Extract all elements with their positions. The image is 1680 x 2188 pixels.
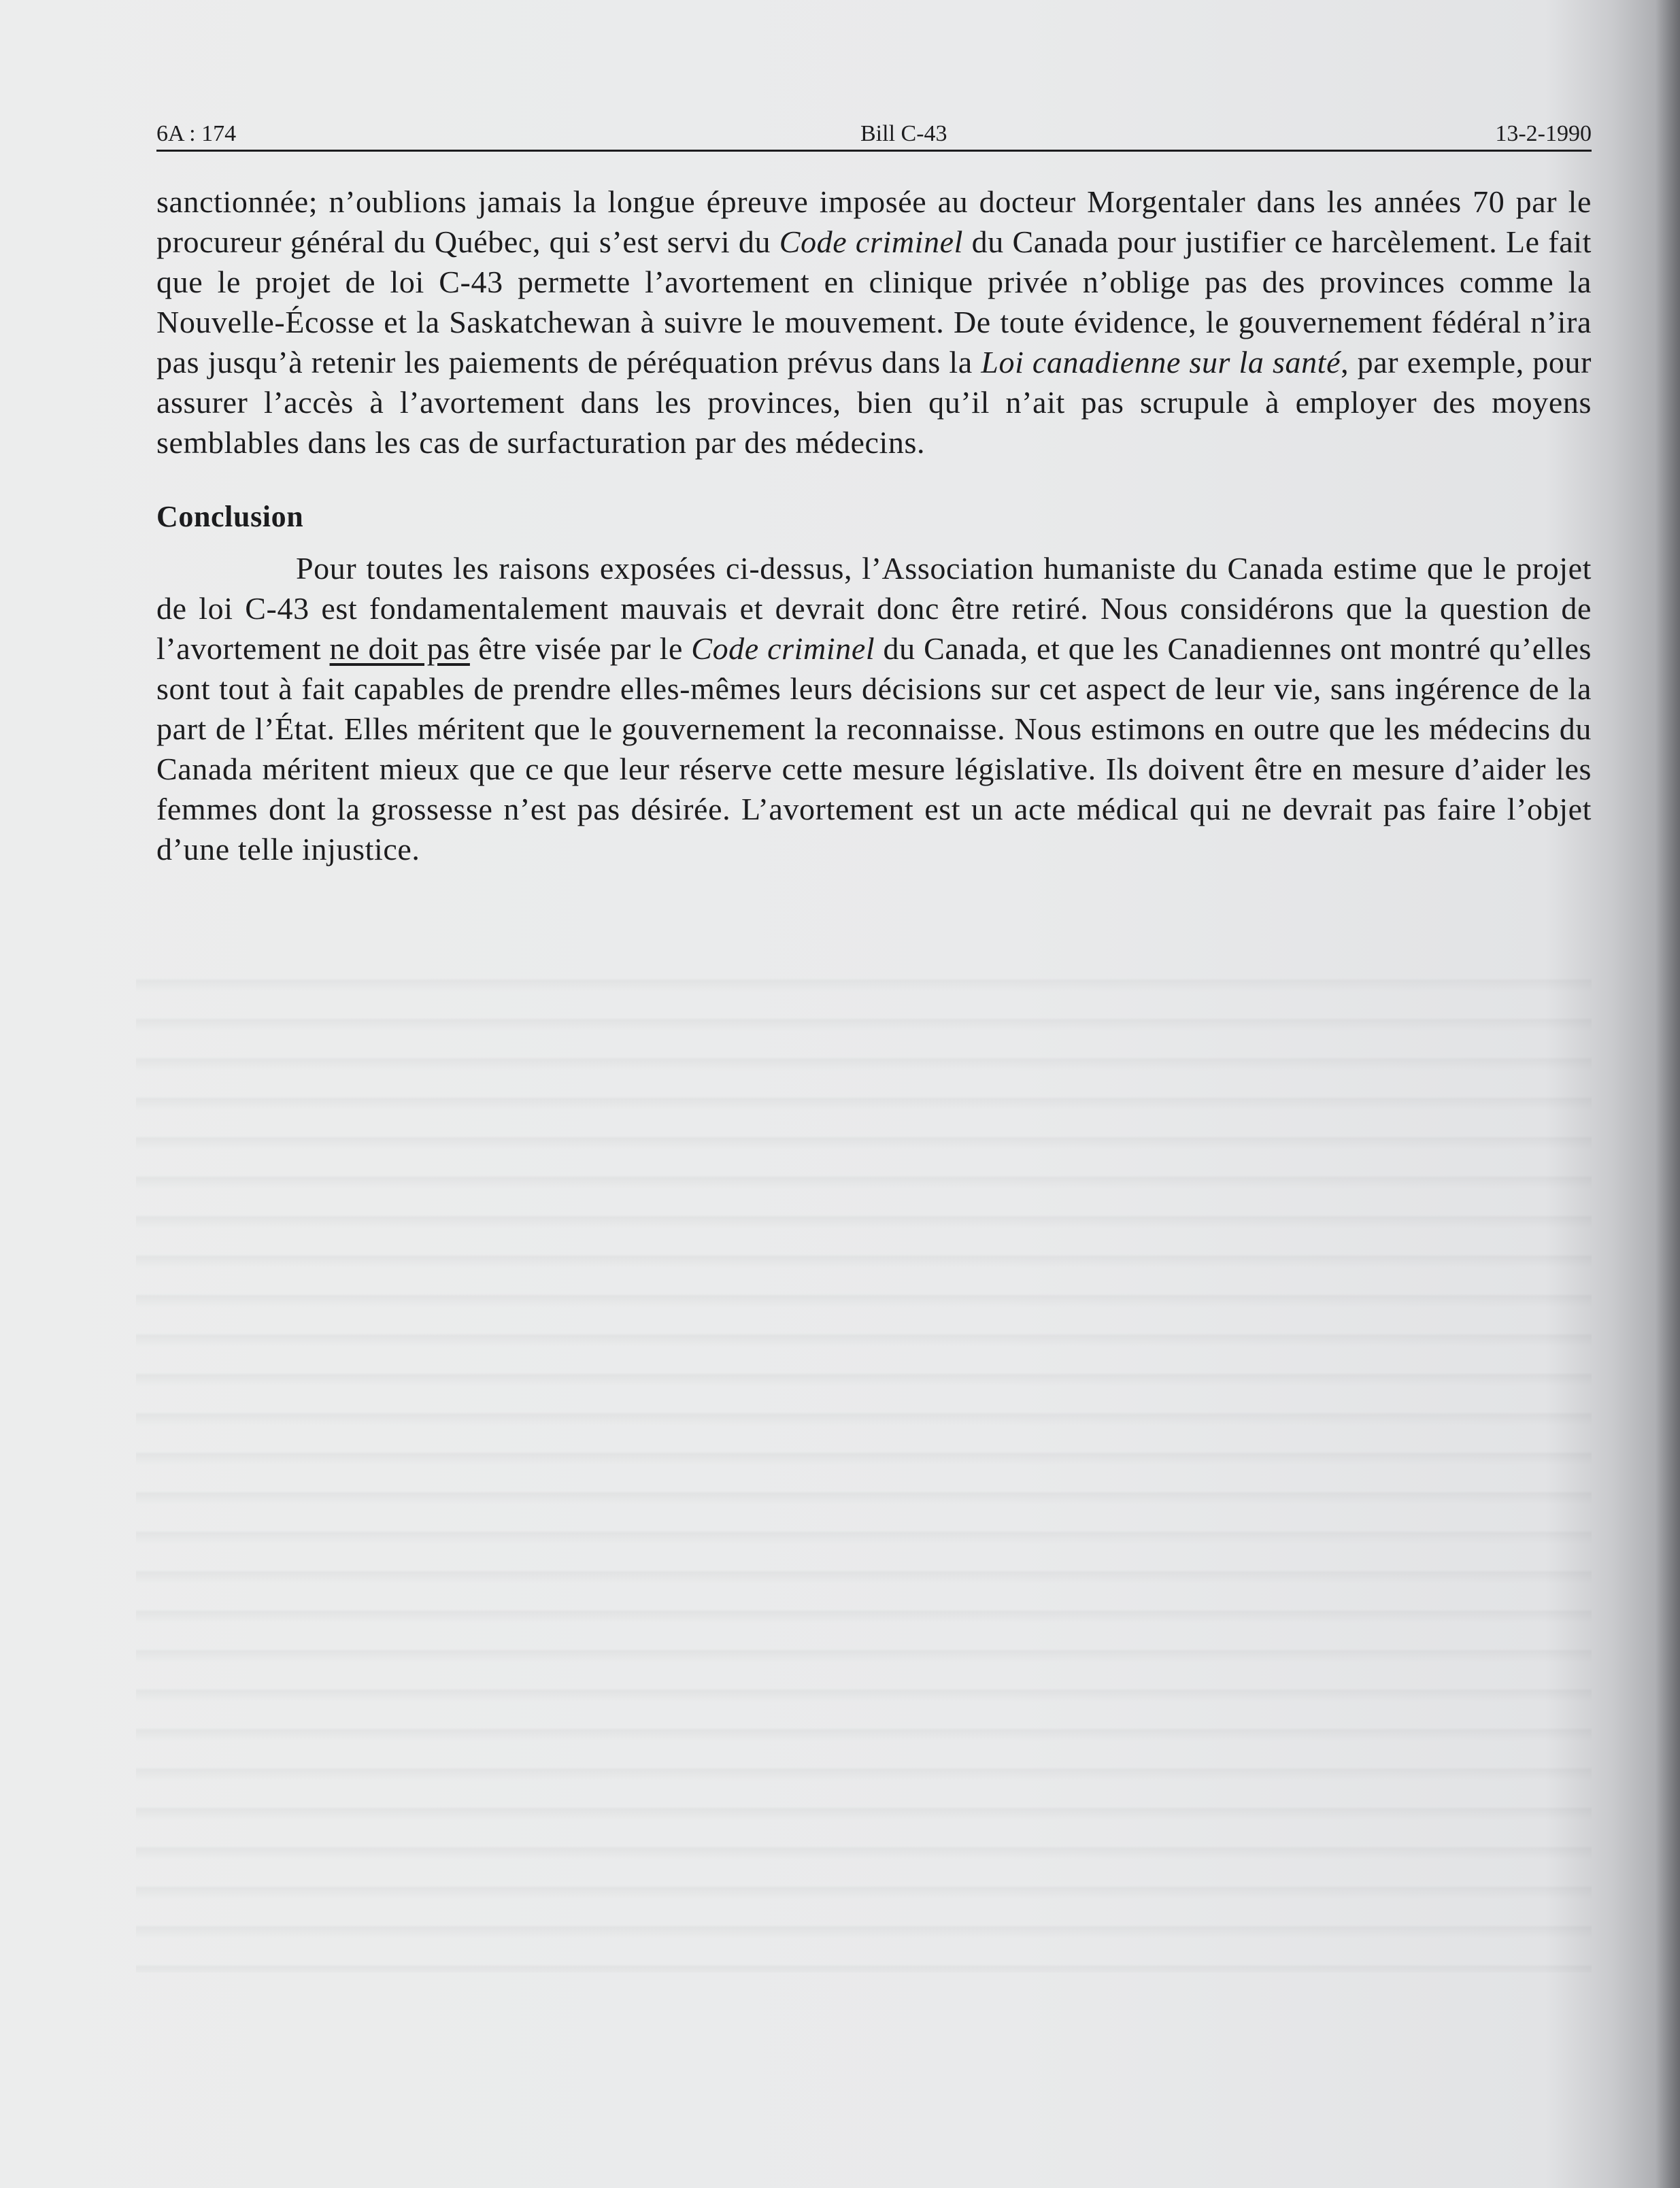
header-date: 13-2-1990 bbox=[1495, 121, 1592, 146]
show-through-texture bbox=[136, 952, 1592, 1972]
page-number: 6A : 174 bbox=[156, 121, 237, 146]
body-text bbox=[156, 182, 1592, 869]
section-heading: Conclusion bbox=[156, 500, 304, 533]
emphasis-code-criminel: Code criminel bbox=[779, 224, 964, 259]
paragraph-conclusion: Pour toutes les raisons exposées ci-dessus, l’Association humaniste du Canada estime que le projet de loi C-43 est fondamentalement mauvais et devrait donc être retiré. Nous considérons que la question de l’avortement ne doit pas être visée par le Code criminel du Canada, et que les Canadiennes ont montré qu’elles sont tout à fait capables de prendre elles-mêmes leurs décisions sur cet aspect de leur vie, sans ingérence de la part de l’État. Elles méritent que le gouvernement la reconnaisse. Nous estimons en outre que les médecins du Canada méritent mieux que ce que leur réserve cette mesure législative. Ils doivent être en mesure d’aider les femmes dont la grossesse n’est pas désirée. L’avortement est un acte médical qui ne devrait pas faire l’objet d’une telle injustice. bbox=[156, 551, 1592, 866]
binding-shadow bbox=[1656, 0, 1680, 2188]
emphasis-code-criminel-2: Code criminel bbox=[691, 631, 875, 666]
bill-title: Bill C-43 bbox=[860, 121, 947, 146]
emphasis-loi-sante: Loi canadienne sur la santé bbox=[981, 345, 1341, 380]
underlined-phrase: ne doit pas bbox=[329, 631, 470, 666]
paragraph-continued: sanctionnée; n’oublions jamais la longue épreuve imposée au docteur Morgentaler dans les années 70 par le procureur général du Québec, qui s’est servi du Code criminel du Canada pour justifier ce harcèlement. Le fait que le projet de loi C-43 permette l’avortement en clinique privée n’oblige pas des provinces comme la Nouvelle-Écosse et la Saskatchewan à suivre le mouvement. De toute évidence, le gouvernement fédéral n’ira pas jusqu’à retenir les paiements de péréquation prévus dans la Loi canadienne sur la santé, par exemple, pour assurer l’accès à l’avortement dans les provinces, bien qu’il n’ait pas scrupule à employer des moyens semblables dans les cas de surfacturation par des médecins. bbox=[156, 184, 1592, 460]
page-header bbox=[156, 109, 1592, 152]
